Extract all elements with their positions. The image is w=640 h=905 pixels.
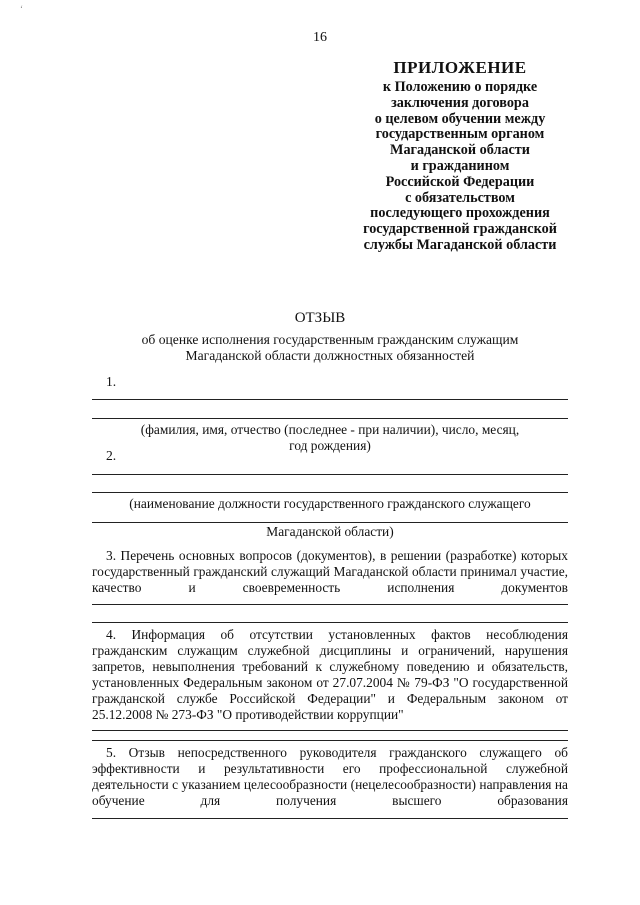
fill-line — [92, 474, 568, 475]
fill-line — [92, 492, 568, 493]
item-5-text: 5. Отзыв непосредственного руководителя гражданского служащего об эффективности и результативности его профессиональной служебной деятельности с указанием целесообразности (нецелесообразности) направления на обучение для получения высшего образования — [92, 745, 568, 808]
appendix-line: службы Магаданской области — [363, 236, 557, 253]
fill-line — [92, 622, 568, 623]
appendix-line: последующего прохождения — [370, 205, 550, 222]
appendix-line: государственным органом — [375, 126, 545, 143]
appendix-line: и гражданином — [410, 157, 510, 174]
item-1-number: 1. — [106, 374, 117, 389]
item-2-caption: (наименование должности государственного гражданского служащего — [129, 496, 531, 511]
fill-line — [92, 604, 568, 605]
fill-line — [92, 399, 568, 400]
page-number: 16 — [313, 30, 327, 45]
item-4-text: 4. Информация об отсутствии установленных фактов несоблюдения гражданским служащим служебной дисциплины и ограничений, нарушения запретов, невыполнения требований к служебному поведению и обязательств, установленных Федеральным законом от 27.07.2004 № 79-ФЗ "О государственной гражданской службе Российской Федерации" и Федеральным законом от 25.12.2008 № 273-ФЗ "О противодействии коррупции" — [92, 627, 568, 722]
appendix-line: заключения договора — [391, 94, 529, 111]
fill-line — [92, 818, 568, 819]
item-2-number: 2. — [106, 448, 117, 463]
fill-line — [92, 418, 568, 419]
appendix-line: Магаданской области — [390, 142, 530, 159]
margin-mark: ‘ — [20, 4, 23, 14]
fill-line — [92, 730, 568, 731]
item-1-caption: (фамилия, имя, отчество (последнее - при наличии), число, месяц, год рождения) — [140, 422, 520, 453]
appendix-line: к Положению о порядке — [382, 79, 538, 95]
appendix-line: с обязательством — [405, 189, 515, 206]
document-title: ОТЗЫВ — [294, 310, 346, 326]
item-2-caption-2: Магаданской области) — [266, 524, 394, 539]
document-subtitle: об оценке исполнения государственным гражданским служащим Магаданской области должностных обязанностей — [141, 332, 519, 363]
appendix-line: Российской Федерации — [385, 173, 535, 190]
item-3-text: 3. Перечень основных вопросов (документов), в решении (разработке) которых государственный гражданский служащий Магаданской области принимал участие, качество и своевременность исполнения документов — [92, 548, 568, 595]
fill-line — [92, 740, 568, 741]
appendix-line: о целевом обучении между — [374, 110, 546, 127]
appendix-block — [340, 58, 580, 254]
fill-line — [92, 522, 568, 523]
appendix-heading: ПРИЛОЖЕНИЕ — [393, 58, 527, 77]
appendix-line: государственной гражданской — [363, 221, 557, 238]
